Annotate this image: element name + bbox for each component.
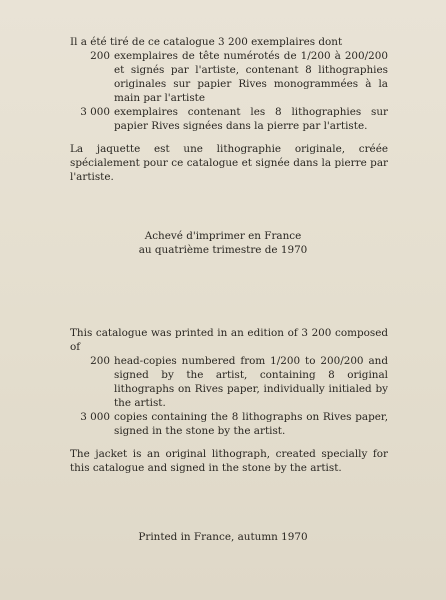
french-colophon-line1: Achevé d'imprimer en France <box>144 230 302 242</box>
english-head-count: 200 <box>90 355 110 367</box>
english-jacket-note: The jacket is an original lithograph, created specially for this catalogue and signed in the stone by the artist. <box>70 448 388 474</box>
english-regular-text: copies containing the 8 lithographs on Rives paper, signed in the stone by the artist. <box>114 411 388 437</box>
french-regular-count: 3 000 <box>80 106 110 118</box>
english-colophon <box>0 530 446 544</box>
french-head-count: 200 <box>90 50 110 62</box>
french-colophon-line2: au quatrième trimestre de 1970 <box>138 244 308 256</box>
english-regular-count: 3 000 <box>80 411 110 423</box>
french-regular-copies <box>70 105 388 133</box>
english-intro: This catalogue was printed in an edition of 3 200 composed of <box>70 327 388 353</box>
french-jacket-note: La jaquette est une lithographie originale, créée spécialement pour ce catalogue et signée dans la pierre par l'artiste. <box>70 143 388 183</box>
french-regular-text: exemplaires contenant les 8 lithographies sur papier Rives signées dans la pierre par l'artiste. <box>114 106 388 132</box>
french-edition-notice <box>70 35 388 184</box>
french-intro: Il a été tiré de ce catalogue 3 200 exemplaires dont <box>70 36 343 48</box>
english-regular-copies <box>70 410 388 438</box>
english-head-text: head-copies numbered from 1/200 to 200/200 and signed by the artist, containing 8 original lithographs on Rives paper, individually initialed by the artist. <box>114 355 388 409</box>
french-head-text: exemplaires de tête numérotés de 1/200 à 200/200 et signés par l'artiste, contenant 8 lithographies originales sur papier Rives monogrammées à la main par l'artiste <box>114 50 388 104</box>
english-edition-notice <box>70 326 388 475</box>
french-colophon <box>0 229 446 257</box>
english-head-copies <box>70 354 388 410</box>
english-colophon-line: Printed in France, autumn 1970 <box>138 531 308 543</box>
french-head-copies <box>70 49 388 105</box>
